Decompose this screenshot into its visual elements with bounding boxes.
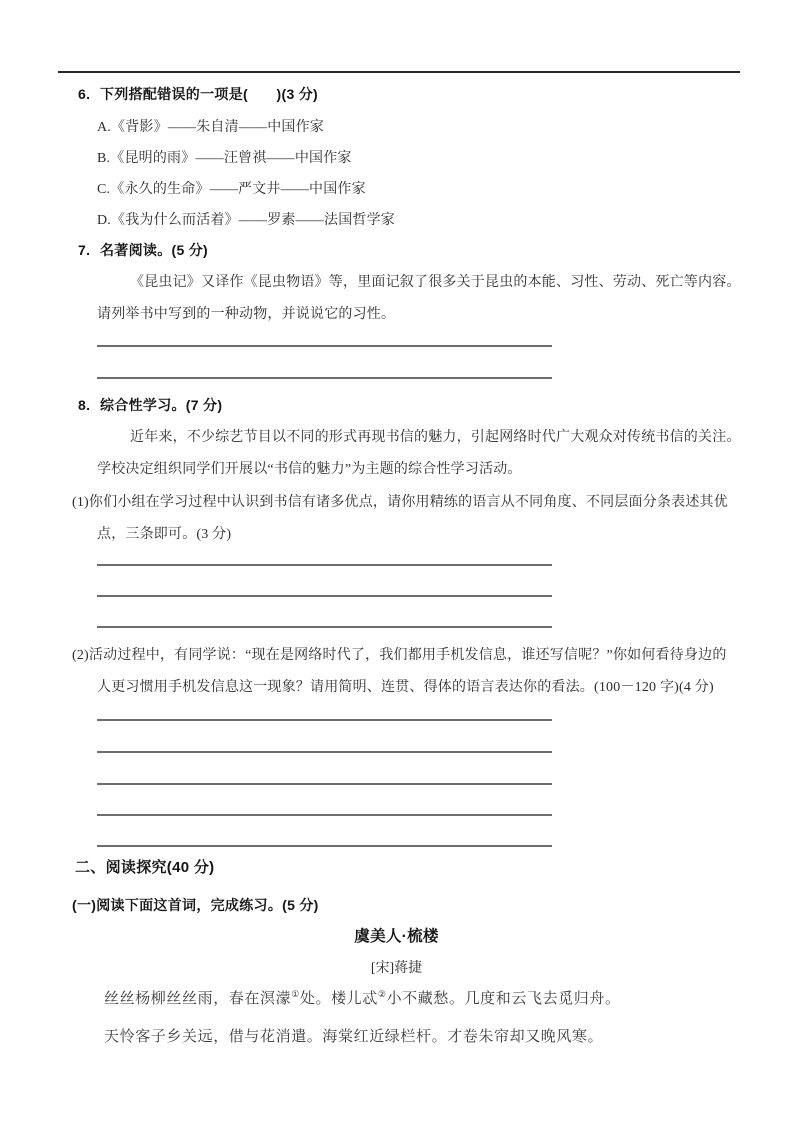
q8-sub2-line-1: (2)活动过程中，有同学说：“现在是网络时代了，我们都用手机发信息，谁还写信呢？”你如何看待身边的 bbox=[72, 648, 727, 663]
q7-passage-line-1: 《昆虫记》又译作《昆虫物语》等，里面记叙了很多关于昆虫的本能、习性、劳动、死亡等内容。 bbox=[130, 275, 741, 290]
question-6-title: 下列搭配错误的一项是( )(3 分) bbox=[100, 86, 319, 102]
answer-line bbox=[97, 751, 552, 753]
q6-option-d: D.《我为什么而活着》——罗素——法国哲学家 bbox=[97, 213, 396, 228]
poem-author: [宋]蒋捷 bbox=[370, 961, 423, 976]
footnote-marker-2: ② bbox=[377, 989, 387, 999]
question-7-title: 名著阅读。(5 分) bbox=[100, 242, 208, 258]
answer-line bbox=[97, 595, 552, 597]
q8-intro-line-1: 近年来，不少综艺节目以不同的形式再现书信的魅力，引起网络时代广大观众对传统书信的关注。 bbox=[130, 430, 741, 445]
question-6-number: 6. bbox=[78, 86, 91, 102]
question-6-heading bbox=[78, 84, 318, 105]
q7-passage-line-2: 请列举书中写到的一种动物，并说说它的习性。 bbox=[97, 307, 396, 322]
q6-option-b: B.《昆明的雨》——汪曾祺——中国作家 bbox=[97, 151, 352, 166]
q8-sub1-line-1: (1)你们小组在学习过程中认识到书信有诸多优点，请你用精练的语言从不同角度、不同层面分条表述其优 bbox=[72, 495, 728, 510]
poem-line-2: 天怜客子乡关远，借与花消遣。海棠红近绿栏杆。才卷朱帘却又晚风寒。 bbox=[104, 1029, 604, 1045]
question-8-heading bbox=[78, 395, 222, 416]
poem-line-1-text: 丝丝杨柳丝丝雨，春在溟濛 bbox=[104, 991, 292, 1007]
answer-line bbox=[97, 845, 552, 847]
q8-sub1-line-2: 点，三条即可。(3 分) bbox=[97, 527, 232, 542]
footnote-marker-1: ① bbox=[291, 989, 300, 999]
question-7-heading bbox=[78, 240, 208, 261]
answer-line bbox=[97, 783, 552, 785]
poem-line-1-text: 小不藏愁。几度和云飞去觅归舟。 bbox=[386, 991, 621, 1007]
section-2-heading: 二、阅读探究(40 分) bbox=[75, 859, 215, 876]
q6-option-a: A.《背影》——朱自清——中国作家 bbox=[97, 120, 325, 135]
answer-line bbox=[97, 377, 552, 379]
poem-line-1 bbox=[104, 989, 621, 1010]
section-2-part-1-heading: (一)阅读下面这首词，完成练习。(5 分) bbox=[72, 897, 319, 913]
answer-line bbox=[97, 626, 552, 628]
answer-line bbox=[97, 719, 552, 721]
question-8-title: 综合性学习。(7 分) bbox=[100, 397, 223, 413]
q6-option-c: C.《永久的生命》——严文井——中国作家 bbox=[97, 182, 366, 197]
poem-title: 虞美人·梳楼 bbox=[354, 928, 439, 945]
poem-line-1-text: 处。楼儿忒 bbox=[299, 991, 378, 1007]
answer-line bbox=[97, 814, 552, 816]
q8-intro-line-2: 学校决定组织同学们开展以“书信的魅力”为主题的综合性学习活动。 bbox=[97, 462, 522, 477]
answer-line bbox=[97, 564, 552, 566]
question-7-number: 7. bbox=[78, 242, 91, 258]
answer-line bbox=[97, 345, 552, 347]
top-divider bbox=[58, 71, 740, 73]
question-8-number: 8. bbox=[78, 397, 91, 413]
q8-sub2-line-2: 人更习惯用手机发信息这一现象？请用简明、连贯、得体的语言表达你的看法。(100－120 字)(4 分) bbox=[97, 680, 714, 695]
